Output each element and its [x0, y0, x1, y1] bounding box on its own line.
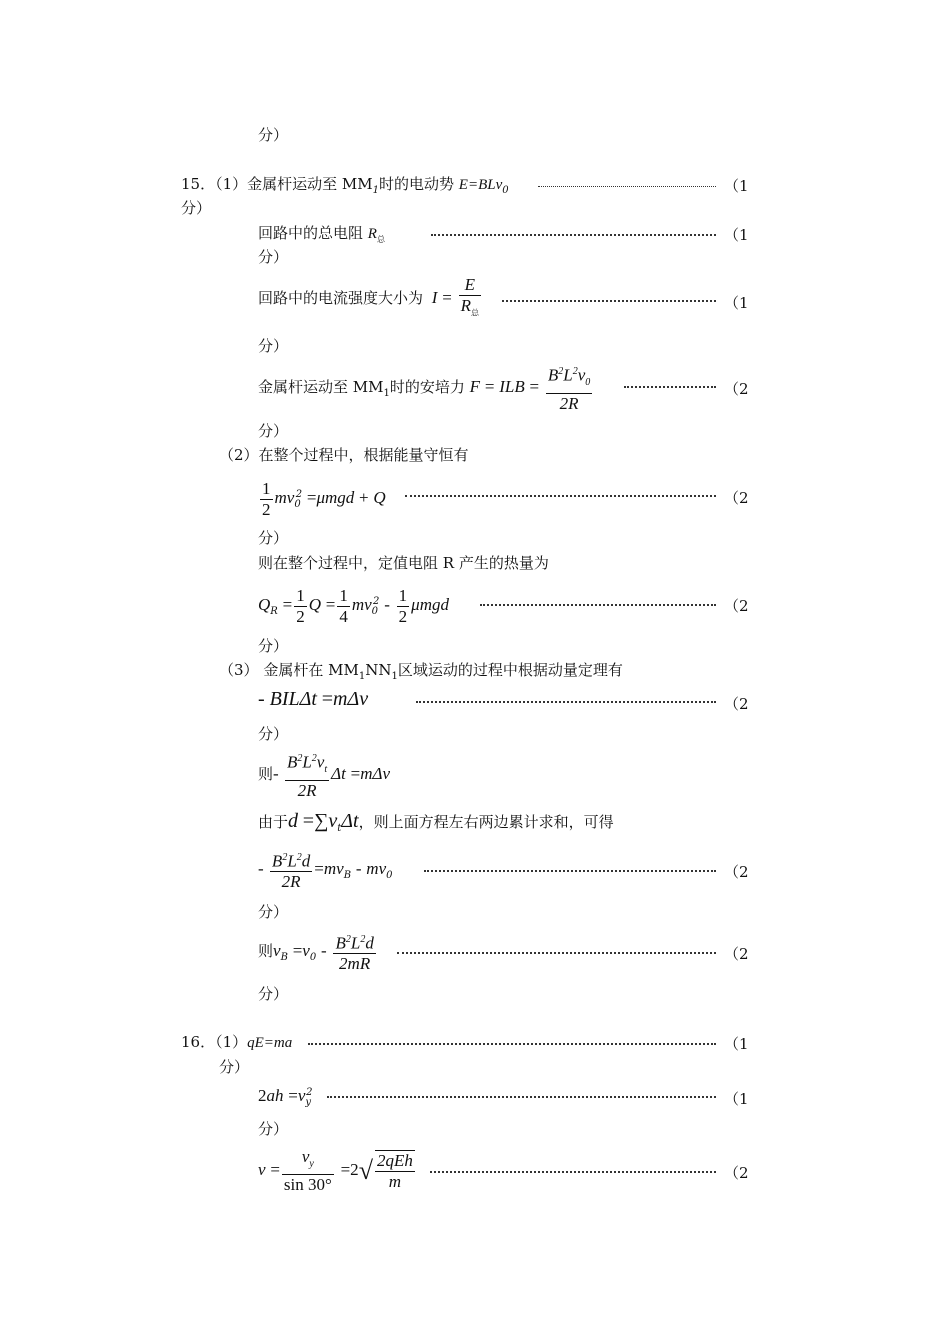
score: （1 [724, 294, 749, 312]
part-2-intro [219, 446, 469, 464]
score-unit: 分） [258, 903, 289, 921]
then-equation: 则- $\frac{B^2L^2v_t}{2R}$ Δt =mΔv [258, 752, 391, 801]
leader-dots [624, 386, 716, 388]
part-label: （3） [219, 661, 259, 679]
score-unit: 分） [258, 725, 289, 743]
question-number: 16． [181, 1033, 216, 1051]
score-unit: 分） [258, 248, 289, 266]
fraction: $\frac{B^2L^2v_0}{2R}$ [547, 365, 591, 414]
score-unit: 分） [258, 637, 289, 655]
score-unit: 分） [181, 199, 212, 217]
score: （2 [724, 597, 749, 615]
line-text: 则 [258, 942, 274, 960]
sqrt: √ [358, 1156, 373, 1185]
line-total-resistance: 回路中的总电阻 $R_总$ [258, 224, 385, 244]
line-text: 回路中的总电阻 [258, 224, 368, 242]
score-unit: 分） [258, 985, 289, 1003]
line-current: 回路中的电流强度大小为 I = $\frac{E}{R_总}$ [258, 275, 483, 323]
score-unit: 分） [258, 126, 289, 144]
score-unit: 分） [258, 422, 289, 440]
line-text: 在整个过程中，根据能量守恒有 [258, 446, 469, 464]
score: （1 [724, 1090, 749, 1108]
line-text: 金属杆运动至 MM [258, 378, 384, 397]
leader-dots [405, 495, 716, 497]
score-unit: 分） [258, 337, 289, 355]
line-text: ，则上面方程左右两边累计求和，可得 [358, 813, 614, 831]
velocity-equation: v = $\frac{v_y}{\sin 30^\circ}$ =2√ $\frac{\text{2qEh}}{m}$ [258, 1146, 413, 1195]
score: （2 [724, 489, 749, 507]
momentum-equation: - BILΔt =mΔv [258, 688, 369, 710]
part-label: （2） [219, 446, 259, 464]
score: （2 [724, 1164, 749, 1182]
line-text: 区域运动的过程中根据动量定理有 [397, 661, 623, 679]
line-text: 由于 [258, 813, 289, 831]
since-line: 由于$d =\sum v_t\Delta t$，则上面方程左右两边累计求和，可得 [258, 810, 614, 834]
line-text: 则 [258, 765, 274, 784]
leader-dots [397, 952, 716, 954]
part-label: （1） [215, 175, 248, 193]
line-ampere-force: 金属杆运动至 $MM_1$时的安培力 F = ILB = $\frac{B^2L^2v_0}{2R}$ [258, 362, 594, 418]
line-text: 金属杆在 MM [263, 661, 359, 679]
leader-dots [538, 186, 716, 187]
vb-equation: 则$v_B =v_0$ - $\frac{B^2L^2d}{2mR}$ [258, 933, 374, 974]
score: （2 [724, 945, 749, 963]
fraction: $\frac{E}{R_总}$ [459, 275, 481, 323]
line-text: 时的电动势 [379, 175, 459, 193]
line-text: 时的安培力 [389, 378, 465, 397]
line-text: 金属杆运动至 MM [247, 175, 373, 193]
leader-dots [424, 870, 716, 872]
score-unit: 分） [219, 1058, 250, 1076]
score: （2 [724, 863, 749, 881]
leader-dots [416, 701, 716, 703]
score-unit: 分） [258, 1120, 289, 1138]
subscript: 总 [376, 235, 385, 244]
leader-dots [430, 1171, 716, 1173]
line-heat: 则在整个过程中，定值电阻 R 产生的热量为 [258, 554, 549, 572]
question-number: 15． [181, 175, 216, 193]
score: （1 [724, 1035, 749, 1053]
sum-equation: - $\frac{B^2L^2d}{2R}$ $=mv_B - mv_0$ [258, 851, 393, 892]
leader-dots [480, 604, 716, 606]
question-16 [181, 1033, 292, 1052]
heat-equation: $Q_R$ = $\frac{1}{2}$ Q = $\frac{1}{4}$ $mv_0^2$ - $\frac{1}{2}$ μmgd [258, 585, 449, 626]
score: （2 [724, 695, 749, 713]
part-3-intro: （3） 金属杆在 $MM_1NN_1$区域运动的过程中根据动量定理有 [219, 661, 623, 682]
score-unit: 分） [258, 529, 289, 547]
leader-dots [431, 234, 716, 236]
formula-emf: E=BLv [458, 177, 503, 193]
kinematics-equation: $2ah =v_y^2$ [258, 1086, 313, 1108]
line-text: 回路中的电流强度大小为 [258, 289, 424, 308]
fraction: $\frac{1}{2}$ [262, 478, 271, 519]
leader-dots [327, 1096, 716, 1098]
question-15: 15．（1）金属杆运动至 $MM_1$时的电动势 E=BLv$_0$ [181, 175, 509, 196]
leader-dots [308, 1043, 716, 1045]
part-label: （1） [215, 1033, 248, 1051]
energy-equation: $\frac{1}{2}$ $mv_0^2 =\mu mgd + Q$ [262, 478, 386, 519]
score: （2 [724, 380, 749, 398]
leader-dots [502, 300, 716, 302]
score: （1 [724, 226, 749, 244]
formula: qE=ma [247, 1035, 293, 1051]
score: （1 [724, 177, 749, 195]
